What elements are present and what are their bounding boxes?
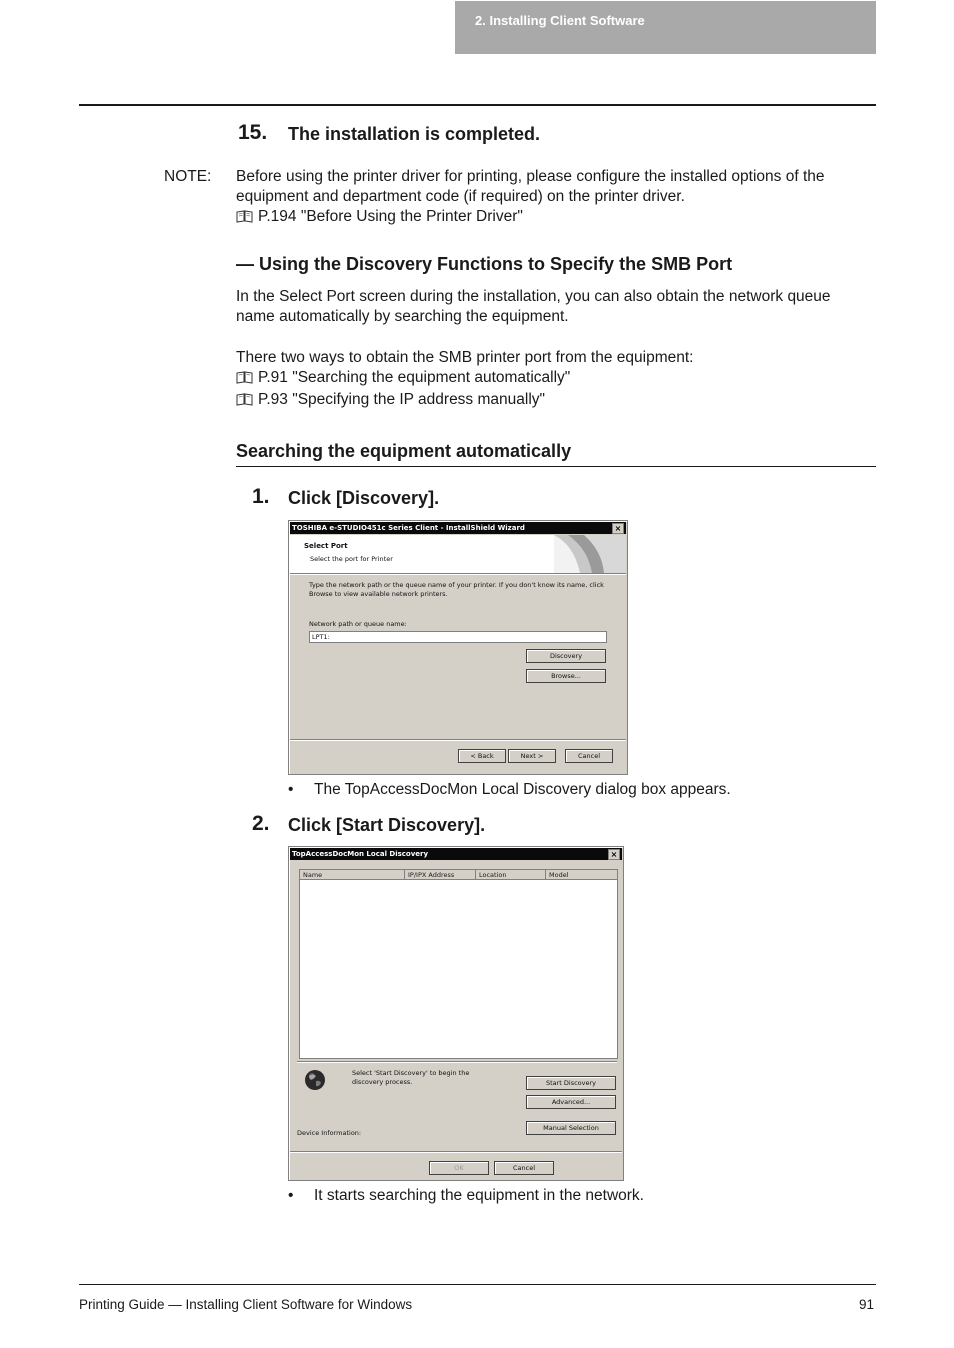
local-discovery-dialog bbox=[288, 846, 624, 1181]
globe-icon bbox=[304, 1069, 326, 1091]
footer-title: Printing Guide — Installing Client Software for Windows bbox=[79, 1297, 413, 1312]
note-reference[interactable] bbox=[236, 207, 886, 229]
device-list[interactable] bbox=[299, 869, 618, 1059]
bullet-marker: • bbox=[288, 1187, 294, 1204]
subsection-rule bbox=[236, 466, 876, 467]
cancel-button[interactable]: Cancel bbox=[565, 749, 613, 763]
subsection-heading: Searching the equipment automatically bbox=[236, 441, 572, 461]
column-header[interactable]: Location bbox=[476, 870, 546, 880]
step-title: Click [Start Discovery]. bbox=[288, 815, 486, 835]
reference-text: P.194 "Before Using the Printer Driver" bbox=[258, 208, 523, 225]
network-path-input[interactable] bbox=[309, 631, 607, 643]
paragraph-line: There two ways to obtain the SMB printer port from the equipment: bbox=[236, 349, 694, 366]
note-line: Before using the printer driver for printing, please configure the installed options of the bbox=[236, 168, 825, 185]
discovery-button[interactable]: Discovery bbox=[526, 649, 606, 663]
step-number: 2. bbox=[252, 812, 270, 835]
dialog-titlebar bbox=[290, 522, 626, 534]
column-header[interactable]: IP/IPX Address bbox=[405, 870, 476, 880]
note-text bbox=[236, 167, 886, 229]
reference-link[interactable] bbox=[236, 390, 886, 412]
step-title: Click [Discovery]. bbox=[288, 488, 440, 508]
section-heading: — Using the Discovery Functions to Specify the SMB Port bbox=[236, 254, 733, 274]
cancel-button[interactable]: Cancel bbox=[494, 1161, 554, 1175]
wizard-header bbox=[290, 535, 626, 573]
section-header-label: 2. Installing Client Software bbox=[475, 13, 645, 28]
wizard-banner-image bbox=[554, 535, 626, 573]
reference-text: P.91 "Searching the equipment automatically" bbox=[258, 369, 571, 386]
step-number: 15. bbox=[238, 121, 268, 144]
note-line: equipment and department code (if required) on the printer driver. bbox=[236, 188, 685, 205]
next-button[interactable]: Next > bbox=[508, 749, 556, 763]
instruction-line: Browse to view available network printers. bbox=[309, 590, 448, 598]
hint-line: Select 'Start Discovery' to begin the bbox=[352, 1069, 470, 1077]
bullet-text: It starts searching the equipment in the network. bbox=[314, 1187, 644, 1204]
input-value: LPT1: bbox=[312, 633, 330, 641]
paragraph-line: In the Select Port screen during the installation, you can also obtain the network queue bbox=[236, 288, 831, 305]
start-discovery-button[interactable]: Start Discovery bbox=[526, 1076, 616, 1090]
book-icon bbox=[236, 370, 253, 390]
header-separator bbox=[290, 573, 626, 575]
browse-button[interactable]: Browse... bbox=[526, 669, 606, 683]
step-title: The installation is completed. bbox=[288, 124, 541, 144]
installshield-dialog bbox=[288, 520, 628, 775]
wizard-header-title: Select Port bbox=[304, 542, 348, 550]
book-icon bbox=[236, 209, 253, 229]
close-icon[interactable]: × bbox=[608, 849, 620, 860]
bullet-marker: • bbox=[288, 781, 294, 798]
top-rule bbox=[79, 104, 876, 106]
footer-separator bbox=[290, 1151, 622, 1153]
ok-button[interactable]: OK bbox=[429, 1161, 489, 1175]
wizard-header-subtitle: Select the port for Printer bbox=[310, 555, 393, 563]
reference-link[interactable] bbox=[236, 368, 886, 390]
note-label: NOTE: bbox=[164, 168, 212, 185]
book-icon bbox=[236, 392, 253, 412]
footer-separator bbox=[290, 739, 626, 741]
paragraph-line: name automatically by searching the equipment. bbox=[236, 308, 569, 325]
bullet-text: The TopAccessDocMon Local Discovery dialog box appears. bbox=[314, 781, 731, 798]
reference-text: P.93 "Specifying the IP address manually" bbox=[258, 391, 546, 408]
list-separator bbox=[297, 1061, 617, 1063]
device-information-label: Device Information: bbox=[297, 1129, 362, 1137]
page-number: 91 bbox=[858, 1297, 874, 1312]
section-paragraph bbox=[236, 287, 886, 327]
dialog-titlebar bbox=[290, 848, 622, 860]
section-header-tab bbox=[455, 1, 876, 54]
hint-line: discovery process. bbox=[352, 1078, 413, 1086]
column-header[interactable]: Model bbox=[546, 870, 617, 880]
instruction-line: Type the network path or the queue name of your printer. If you don't know its name, click bbox=[309, 581, 604, 589]
column-header[interactable]: Name bbox=[300, 870, 405, 880]
manual-selection-button[interactable]: Manual Selection bbox=[526, 1121, 616, 1135]
dialog-title: TopAccessDocMon Local Discovery bbox=[292, 850, 429, 858]
field-label: Network path or queue name: bbox=[309, 620, 407, 628]
advanced-button[interactable]: Advanced... bbox=[526, 1095, 616, 1109]
close-icon[interactable]: × bbox=[612, 523, 624, 534]
dialog-title: TOSHIBA e-STUDIO451c Series Client - InstallShield Wizard bbox=[292, 524, 525, 532]
footer-rule bbox=[79, 1284, 876, 1285]
back-button[interactable]: < Back bbox=[458, 749, 506, 763]
section-paragraph bbox=[236, 348, 886, 412]
step-number: 1. bbox=[252, 485, 270, 508]
